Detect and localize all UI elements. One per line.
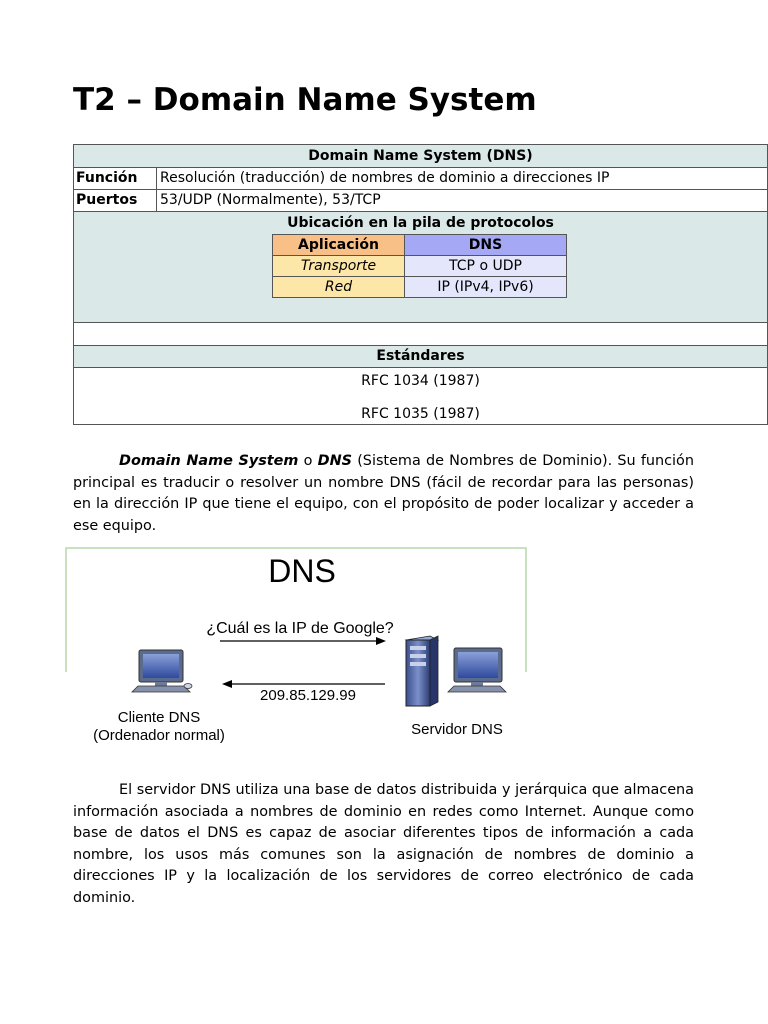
diagram-question: ¿Cuál es la IP de Google? [206, 620, 394, 637]
infobox-spacer-row [74, 323, 767, 346]
stack-protocol: DNS [405, 235, 567, 256]
infobox-key: Función [74, 168, 157, 189]
standard-item: RFC 1034 (1987) [361, 373, 480, 389]
client-computer-icon [132, 650, 192, 692]
infobox-row-puertos [74, 190, 767, 212]
body-paragraph: El servidor DNS utiliza una base de datos distribuida y jerárquica que almacena información asociada a nombres de dominio en redes como Internet. Aunque como base de datos el DNS es capaz de asociar diferentes tipos de información a cada nombre, los usos más comunes son la asignación de nombres de dominio a direcciones IP y la localización de los servidores de correo electrónico de cada dominio. [73, 782, 694, 906]
dns-diagram [60, 546, 530, 756]
standard-item: RFC 1035 (1987) [361, 406, 480, 422]
protocol-stack-section [74, 212, 767, 323]
infobox-header: Domain Name System (DNS) [74, 145, 767, 168]
stack-protocol: TCP o UDP [405, 256, 567, 277]
stack-layer: Aplicación [273, 235, 405, 256]
server-monitor-icon [448, 648, 506, 692]
page-title: T2 – Domain Name System [73, 82, 537, 118]
standards-section [74, 368, 767, 424]
diagram-answer: 209.85.129.99 [260, 687, 356, 704]
dns-infobox [73, 144, 768, 425]
infobox-value: Resolución (traducción) de nombres de dominio a direcciones IP [160, 170, 610, 186]
stack-protocol: IP (IPv4, IPv6) [405, 277, 567, 298]
infobox-key: Puertos [74, 190, 157, 211]
protocol-stack-title: Ubicación en la pila de protocolos [287, 215, 554, 231]
server-label: Servidor DNS [411, 721, 503, 738]
infobox-value: 53/UDP (Normalmente), 53/TCP [160, 192, 381, 208]
intro-connector: o [298, 453, 318, 469]
stack-row [273, 277, 567, 298]
request-arrow [220, 637, 386, 645]
stack-row [273, 235, 567, 256]
standards-header: Estándares [74, 346, 767, 368]
protocol-stack-table [272, 234, 567, 298]
diagram-title: DNS [268, 553, 336, 589]
intro-text: (Sistema de Nombres de Dominio). Su función principal es traducir o resolver un nombre DNS (fácil de recordar para las personas) en la dirección IP que tiene el equipo, con el propósito de poder localizar y acceder a ese equipo. [73, 453, 694, 534]
client-sublabel: (Ordenador normal) [93, 727, 225, 744]
stack-layer: Red [273, 277, 405, 298]
stack-row [273, 256, 567, 277]
infobox-row-funcion [74, 168, 767, 190]
intro-term-dns-full: Domain Name System [119, 453, 299, 469]
client-label: Cliente DNS [117, 709, 201, 726]
intro-term-dns: DNS [317, 453, 352, 469]
intro-paragraph [73, 451, 694, 537]
server-tower-icon [406, 636, 438, 706]
stack-layer: Transporte [273, 256, 405, 277]
